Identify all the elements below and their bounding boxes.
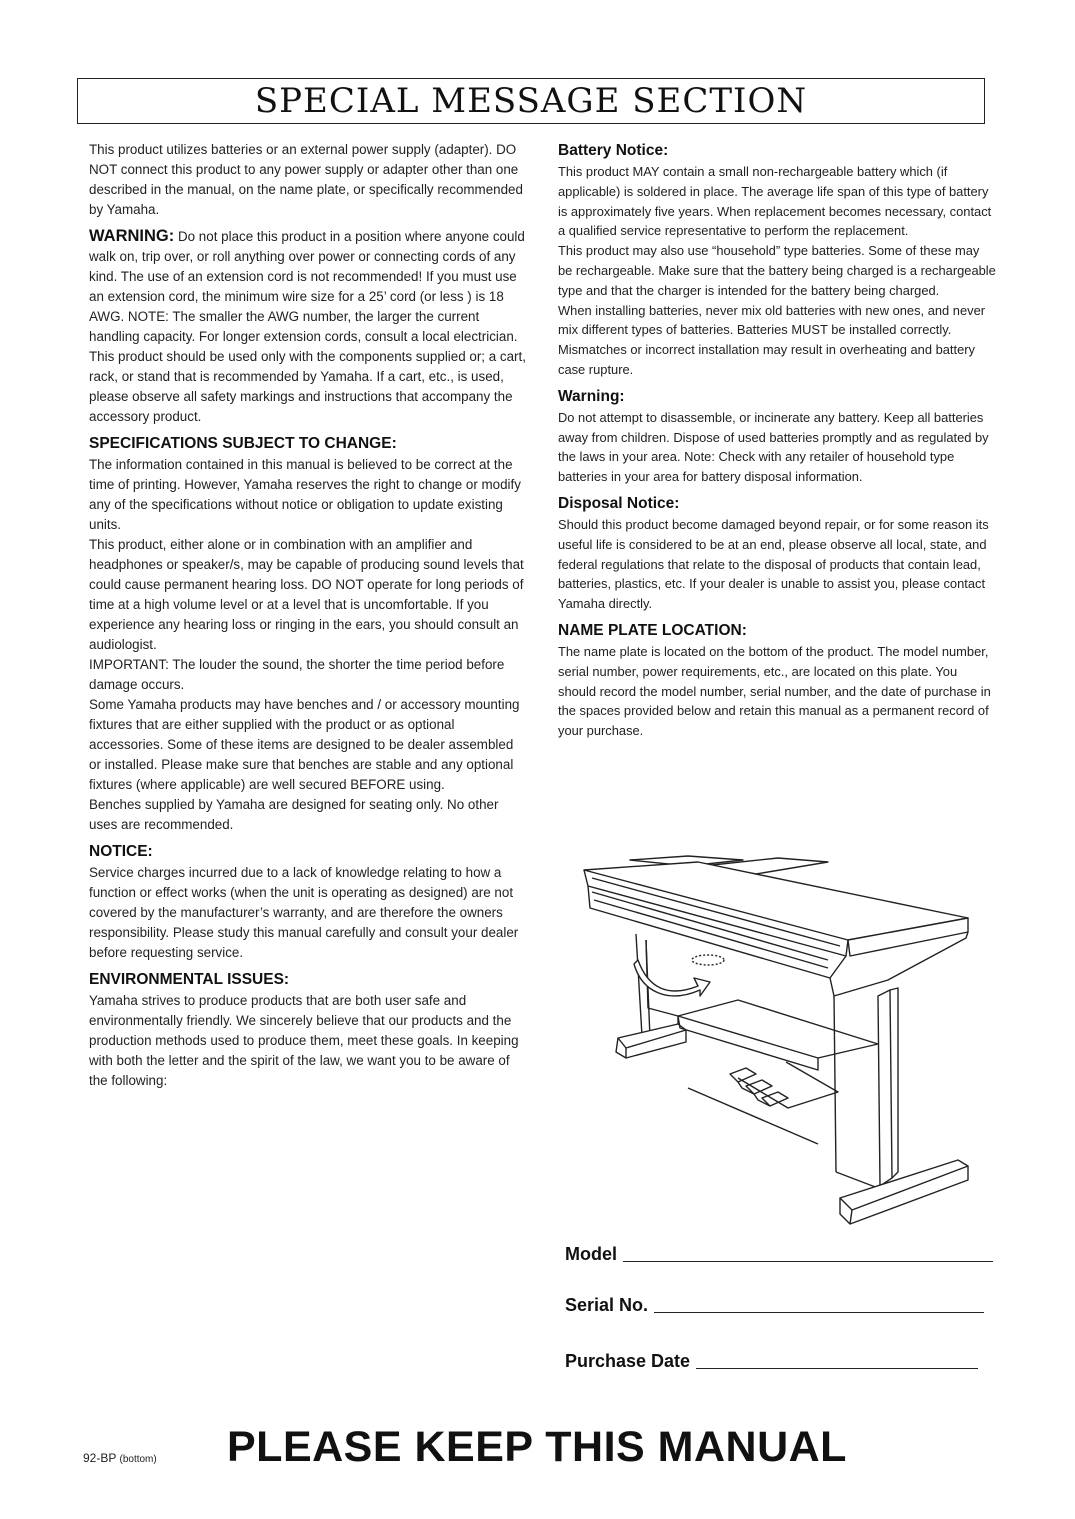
intro-paragraph: This product utilizes batteries or an external power supply (adapter). DO NOT connect this product to any power supply or adapter other than one described in the manual, on the name plate, or specifically recommended by Yamaha. <box>89 142 523 217</box>
left-column <box>89 140 526 1091</box>
specs-paragraph-5: Benches supplied by Yamaha are designed for seating only. No other uses are recommended. <box>89 797 499 832</box>
battery-paragraph-2: This product may also use “household” type batteries. Some of these may be rechargeable. Make sure that the battery being charged is a rechargeable type and that the charger is intended for the battery being charged. <box>558 243 996 298</box>
purchase-date-label: Purchase Date <box>565 1351 691 1371</box>
model-field[interactable] <box>565 1244 993 1265</box>
warning-text: Do not place this product in a position where anyone could walk on, trip over, or roll anything over power or connecting cords of any kind. The use of an extension cord is not recommended! If you must use an extension cord, the minimum wire size for a 25’ cord (or less ) is 18 AWG. NOTE: The smaller the AWG number, the larger the current handling capacity. For longer extension cords, consult a local electrician. This product should be used only with the components supplied or; a cart, rack, or stand that is recommended by Yamaha. If a cart, etc., is used, please observe all safety markings and instructions that accompany the accessory product. <box>89 229 526 424</box>
disposal-heading: Disposal Notice: <box>558 494 680 512</box>
specs-paragraph-2: This product, either alone or in combination with an amplifier and headphones or speaker/s, may be capable of producing sound levels that could cause permanent hearing loss. DO NOT operate for long periods of time at a high volume level or at a level that is uncomfortable. If you experience any hearing loss or ringing in the ears, you should consult an audiologist. <box>89 537 524 652</box>
specs-paragraph-1: The information contained in this manual is believed to be correct at the time of printing. However, Yamaha reserves the right to change or modify any of the specifications without notice or obligation to update existing units. <box>89 457 521 532</box>
page-title: SPECIAL MESSAGE SECTION <box>254 81 808 121</box>
title-box <box>77 78 985 124</box>
model-label: Model <box>565 1244 617 1264</box>
purchase-date-line[interactable] <box>696 1367 978 1369</box>
warning-paragraph <box>89 226 526 427</box>
warning-label: WARNING: <box>89 227 175 245</box>
environmental-heading: ENVIRONMENTAL ISSUES: <box>89 971 290 988</box>
model-line[interactable] <box>623 1260 993 1262</box>
specs-paragraph-4: Some Yamaha products may have benches and / or accessory mounting fixtures that are either supplied with the product or as optional accessories. Some of these items are designed to be dealer assembled or installed. Please make sure that benches are stable and any optional fixtures (where applicable) are well secured BEFORE using. <box>89 697 520 792</box>
footer-code-number: 92-BP <box>83 1451 117 1465</box>
environmental-paragraph: Yamaha strives to produce products that are both user safe and environmentally friendly. We sincerely believe that our products and the production methods used to produce them, meet these goals. In keeping with both the letter and the spirit of the law, we want you to be aware of the following: <box>89 993 519 1088</box>
serial-line[interactable] <box>654 1311 984 1313</box>
specs-paragraph-3: IMPORTANT: The louder the sound, the shorter the time period before damage occurs. <box>89 657 505 692</box>
notice-heading: NOTICE: <box>89 843 153 860</box>
serial-label: Serial No. <box>565 1295 649 1315</box>
nameplate-heading: NAME PLATE LOCATION: <box>558 621 747 639</box>
footer-code-note: (bottom) <box>119 1454 157 1465</box>
purchase-date-field[interactable] <box>565 1351 978 1372</box>
footer-code <box>83 1451 157 1465</box>
nameplate-paragraph: The name plate is located on the bottom of the product. The model number, serial number, power requirements, etc., are located on this plate. You should record the model number, serial number, and the date of purchase in the spaces provided below and retain this manual as a permanent record of your purchase. <box>558 643 991 739</box>
battery-warning-paragraph: Do not attempt to disassemble, or incinerate any battery. Keep all batteries away from children. Dispose of used batteries promptly and as regulated by the laws in your area. Note: Check with any retailer of household type batteries in your area for battery disposal information. <box>558 409 989 485</box>
right-column <box>558 140 996 741</box>
serial-field[interactable] <box>565 1295 984 1316</box>
battery-warning-heading: Warning: <box>558 387 625 405</box>
footer-title: PLEASE KEEP THIS MANUAL <box>227 1423 847 1471</box>
notice-paragraph: Service charges incurred due to a lack of knowledge relating to how a function or effect works (when the unit is operating as designed) are not covered by the manufacturer’s warranty, and are therefore the owners responsibility. Please study this manual carefully and consult your dealer before requesting service. <box>89 865 519 960</box>
battery-heading: Battery Notice: <box>558 142 669 159</box>
specs-heading: SPECIFICATIONS SUBJECT TO CHANGE: <box>89 435 397 452</box>
disposal-paragraph: Should this product become damaged beyond repair, or for some reason its useful life is considered to be at an end, please observe all local, state, and federal regulations that relate to the disposal of products that contain lead, batteries, plastics, etc. If your dealer is unable to assist you, please contact Yamaha directly. <box>558 516 989 612</box>
digital-piano-illustration <box>578 848 974 1232</box>
battery-paragraph-3: When installing batteries, never mix old batteries with new ones, and never mix different types of batteries. Batteries MUST be installed correctly. Mismatches or incorrect installation may result in overheating and battery case rupture. <box>558 302 986 377</box>
battery-paragraph-1: This product MAY contain a small non-rechargeable battery which (if applicable) is soldered in place. The average life span of this type of battery is approximately five years. When replacement becomes necessary, contact a qualified service representative to perform the replacement. <box>558 164 992 239</box>
